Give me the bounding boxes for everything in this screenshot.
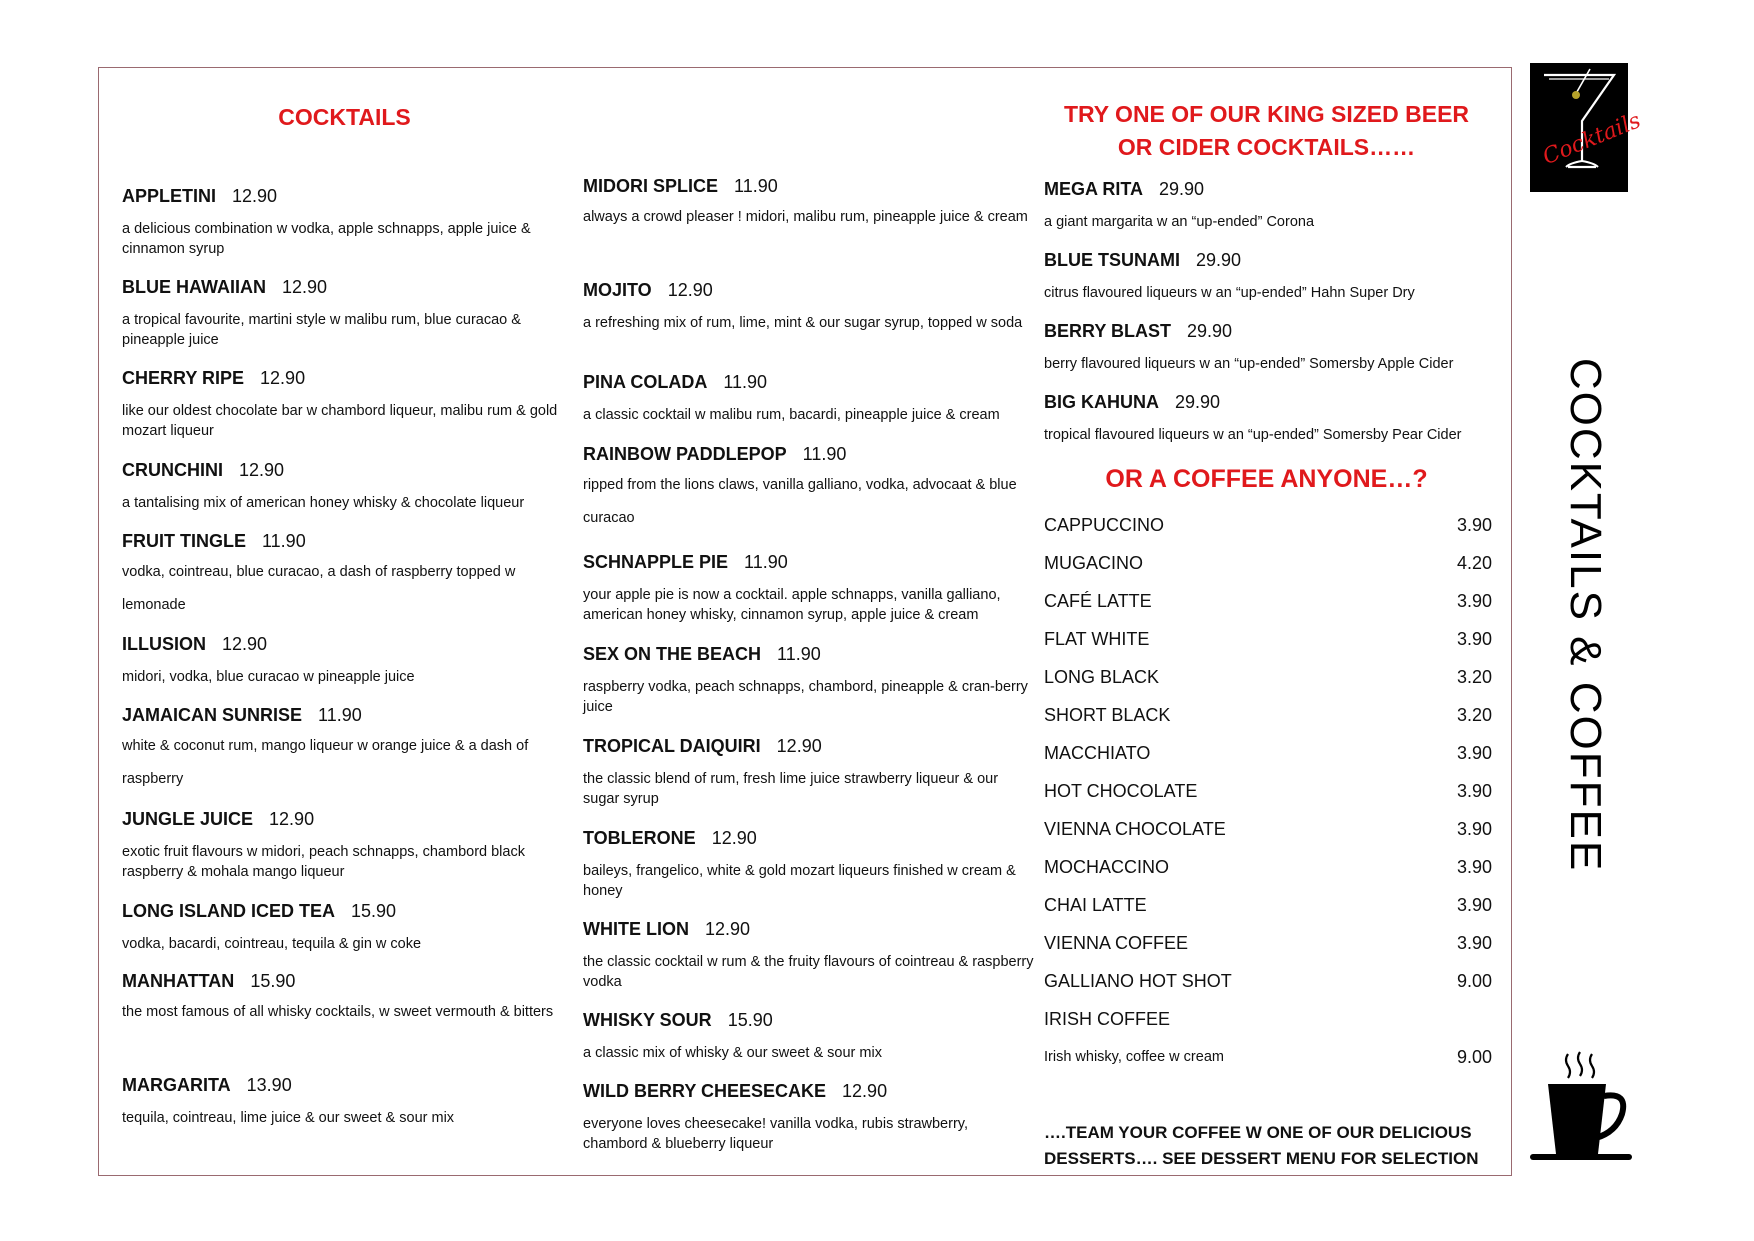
menu-item-price: 15.90 [727, 1010, 773, 1030]
coffee-name: MACCHIATO [1044, 743, 1151, 763]
menu-item [583, 279, 1035, 333]
menu-item-name: WILD BERRY CHEESECAKE [583, 1081, 827, 1101]
martini-glass-icon [1530, 63, 1645, 192]
menu-item-name: APPLETINI [122, 186, 217, 206]
coffee-row [1044, 780, 1492, 802]
dessert-note: ….TEAM YOUR COFFEE W ONE OF OUR DELICIOUS DESSERTS…. SEE DESSERT MENU FOR SELECTION [1044, 1123, 1479, 1168]
coffee-price: 3.90 [1456, 515, 1492, 535]
menu-item-description: midori, vodka, blue curacao w pineapple juice [122, 669, 415, 685]
coffee-price: 3.90 [1456, 591, 1492, 611]
coffee-price: 4.20 [1456, 553, 1492, 573]
coffee-price: 9.00 [1456, 971, 1492, 991]
menu-item-description: tropical flavoured liqueurs w an “up-ended” Somersby Pear Cider [1044, 427, 1462, 443]
menu-item-description: a tropical favourite, martini style w malibu rum, blue curacao & pineapple juice [122, 312, 521, 348]
coffee-row [1044, 818, 1492, 840]
menu-item-description: a delicious combination w vodka, apple schnapps, apple juice & cinnamon syrup [122, 221, 531, 257]
menu-item-header [583, 371, 1035, 393]
coffee-row [1044, 742, 1492, 764]
menu-item [122, 530, 567, 622]
coffee-name: FLAT WHITE [1044, 629, 1150, 649]
coffee-row [1044, 704, 1492, 726]
menu-item [583, 443, 1035, 535]
menu-item-description: a giant margarita w an “up-ended” Corona [1044, 214, 1315, 230]
menu-item-name: ILLUSION [122, 634, 206, 654]
coffee-name: IRISH COFFEE [1044, 1009, 1171, 1029]
coffee-name: CAPPUCCINO [1044, 515, 1165, 535]
menu-item-price: 11.90 [744, 552, 788, 572]
cocktails-logo [1530, 63, 1645, 192]
menu-item-name: LONG ISLAND ICED TEA [122, 901, 336, 921]
irish-coffee-desc: Irish whisky, coffee w cream [1044, 1049, 1224, 1065]
menu-item-description: the classic blend of rum, fresh lime juice strawberry liqueur & our sugar syrup [583, 771, 999, 807]
menu-item-name: BIG KAHUNA [1044, 392, 1159, 412]
menu-item-description: baileys, frangelico, white & gold mozart liqueurs finished w cream & honey [583, 863, 1016, 899]
menu-item-price: 11.90 [802, 444, 847, 464]
menu-item-description: your apple pie is now a cocktail. apple schnapps, vanilla galliano, american honey whisky, cinnamon syrup, apple juice & cream [583, 587, 1001, 623]
menu-item [122, 900, 567, 954]
menu-item-header [583, 175, 1035, 197]
menu-item-description: the most famous of all whisky cocktails, w sweet vermouth & bitters [122, 1004, 554, 1020]
coffee-heading: OR A COFFEE ANYONE…? [1105, 465, 1428, 493]
menu-item-description: white & coconut rum, mango liqueur w orange juice & a dash of raspberry [122, 738, 529, 787]
menu-item-price: 12.90 [282, 277, 328, 297]
menu-item-header [583, 918, 1035, 940]
coffee-price: 3.20 [1456, 667, 1492, 687]
coffee-name: CAFÉ LATTE [1044, 591, 1152, 611]
coffee-row [1044, 932, 1492, 954]
menu-item-description: vodka, cointreau, blue curacao, a dash of raspberry topped w lemonade [122, 564, 516, 613]
menu-item-name: JUNGLE JUICE [122, 809, 254, 829]
menu-item-header [1044, 178, 1499, 200]
menu-item-price: 12.90 [269, 809, 315, 829]
menu-item-price: 12.90 [776, 736, 822, 756]
menu-item-name: PINA COLADA [583, 372, 708, 392]
menu-item [122, 970, 567, 1029]
menu-item-name: TOBLERONE [583, 828, 696, 848]
menu-item [583, 1080, 1035, 1154]
menu-item-name: MIDORI SPLICE [583, 176, 719, 196]
menu-item-name: WHITE LION [583, 919, 689, 939]
menu-item-description: raspberry vodka, peach schnapps, chambord, pineapple & cran-berry juice [583, 679, 1028, 715]
menu-item-price: 29.90 [1159, 179, 1205, 199]
coffee-price: 3.90 [1456, 857, 1492, 877]
menu-item-description: a classic cocktail w malibu rum, bacardi, pineapple juice & cream [583, 407, 1000, 423]
menu-item-name: FRUIT TINGLE [122, 531, 246, 551]
coffee-cup-icon [1528, 1046, 1634, 1162]
menu-item-price: 11.90 [734, 176, 778, 196]
menu-item [583, 735, 1035, 809]
menu-item [583, 918, 1035, 992]
coffee-price: 3.90 [1456, 895, 1492, 915]
menu-item-description: always a crowd pleaser ! midori, malibu rum, pineapple juice & cream [583, 209, 1028, 225]
menu-item-name: CHERRY RIPE [122, 368, 245, 388]
coffee-price: 3.90 [1456, 743, 1492, 763]
menu-item-header [122, 367, 567, 389]
menu-item-header [583, 1009, 1035, 1031]
menu-item-name: CRUNCHINI [122, 460, 223, 480]
menu-item-description: ripped from the lions claws, vanilla galliano, vodka, advocaat & blue curacao [583, 477, 1017, 526]
menu-item-header [122, 633, 567, 655]
menu-item [583, 551, 1035, 625]
coffee-price: 3.90 [1456, 933, 1492, 953]
menu-item-price: 11.90 [262, 531, 306, 551]
menu-item [122, 185, 567, 259]
coffee-name: HOT CHOCOLATE [1044, 781, 1198, 801]
menu-item-name: JAMAICAN SUNRISE [122, 705, 303, 725]
coffee-row [1044, 628, 1492, 650]
coffee-name: CHAI LATTE [1044, 895, 1147, 915]
menu-item-header [122, 1074, 567, 1096]
coffee-name: MUGACINO [1044, 553, 1143, 573]
irish-coffee-price: 9.00 [1456, 1047, 1492, 1067]
side-title-text: COCKTAILS & COFFEE [1561, 357, 1610, 873]
side-title [1535, 357, 1635, 873]
menu-item [583, 175, 1035, 234]
menu-item-description: tequila, cointreau, lime juice & our sweet & sour mix [122, 1110, 455, 1126]
menu-item-description: everyone loves cheesecake! vanilla vodka, rubis strawberry, chambord & blueberry liqueur [583, 1116, 968, 1152]
coffee-name: VIENNA CHOCOLATE [1044, 819, 1226, 839]
menu-item-name: RAINBOW PADDLEPOP [583, 444, 787, 464]
menu-item-description: a classic mix of whisky & our sweet & sour mix [583, 1045, 882, 1061]
menu-item [583, 1009, 1035, 1063]
menu-item-description: citrus flavoured liqueurs w an “up-ended” Hahn Super Dry [1044, 285, 1415, 301]
logo-text: Cocktails [1539, 108, 1645, 171]
cocktails-heading: COCKTAILS [278, 104, 411, 130]
menu-item-header [583, 279, 1035, 301]
coffee-name: SHORT BLACK [1044, 705, 1171, 725]
menu-item-name: BLUE TSUNAMI [1044, 250, 1180, 270]
menu-item [1044, 391, 1499, 445]
menu-item-description: the classic cocktail w rum & the fruity flavours of cointreau & raspberry vodka [583, 954, 1034, 990]
coffee-price: 3.90 [1456, 781, 1492, 801]
coffee-row [1044, 590, 1492, 612]
coffee-row [1044, 514, 1492, 536]
coffee-row [1044, 856, 1492, 878]
menu-item-header [122, 900, 567, 922]
menu-item-header [583, 827, 1035, 849]
menu-item-price: 29.90 [1196, 250, 1242, 270]
coffee-row [1044, 894, 1492, 916]
menu-item-header [583, 643, 1035, 665]
menu-item-price: 15.90 [351, 901, 397, 921]
irish-coffee-desc-row [1044, 1046, 1492, 1068]
menu-item-description: a tantalising mix of american honey whisky & chocolate liqueur [122, 495, 525, 511]
menu-item-price: 11.90 [318, 705, 362, 725]
menu-item-price: 12.90 [239, 460, 285, 480]
menu-item-header [122, 276, 567, 298]
menu-item [122, 276, 567, 350]
menu-item-price: 12.90 [705, 919, 751, 939]
coffee-row [1044, 1008, 1492, 1030]
menu-item [122, 704, 567, 796]
menu-item [583, 643, 1035, 717]
beer-cocktails-heading: TRY ONE OF OUR KING SIZED BEER OR CIDER COCKTAILS…… [1063, 101, 1470, 160]
menu-item-price: 12.90 [667, 280, 713, 300]
menu-item-description: a refreshing mix of rum, lime, mint & our sugar syrup, topped w soda [583, 315, 1023, 331]
coffee-price: 3.20 [1456, 705, 1492, 725]
coffee-row [1044, 552, 1492, 574]
menu-item-header [122, 185, 567, 207]
menu-item-header [122, 704, 567, 726]
menu-item-price: 11.90 [723, 372, 768, 392]
coffee-name: LONG BLACK [1044, 667, 1160, 687]
menu-item-name: TROPICAL DAIQUIRI [583, 736, 761, 756]
menu-item-price: 12.90 [222, 634, 268, 654]
menu-item-header [583, 735, 1035, 757]
menu-item-name: MEGA RITA [1044, 179, 1143, 199]
menu-item-price: 11.90 [777, 644, 821, 664]
menu-item [122, 808, 567, 882]
menu-item [1044, 178, 1499, 232]
menu-item [583, 371, 1035, 425]
menu-item [1044, 320, 1499, 374]
menu-item-name: SEX ON THE BEACH [583, 644, 762, 664]
menu-frame [98, 67, 1512, 1176]
menu-item-name: SCHNAPPLE PIE [583, 552, 729, 572]
menu-item-name: BERRY BLAST [1044, 321, 1172, 341]
menu-item-price: 12.90 [260, 368, 306, 388]
menu-item-name: MANHATTAN [122, 971, 235, 991]
coffee-row [1044, 970, 1492, 992]
coffee-name: VIENNA COFFEE [1044, 933, 1189, 953]
menu-item-price: 13.90 [246, 1075, 292, 1095]
menu-item-name: MOJITO [583, 280, 652, 300]
menu-item-price: 12.90 [842, 1081, 888, 1101]
menu-item [122, 367, 567, 441]
menu-item-header [1044, 391, 1499, 413]
coffee-row [1044, 666, 1492, 688]
menu-item [122, 459, 567, 513]
menu-item-description: exotic fruit flavours w midori, peach schnapps, chambord black raspberry & mohala mango liqueur [122, 844, 525, 880]
menu-item-header [583, 1080, 1035, 1102]
coffee-price: 3.90 [1456, 629, 1492, 649]
coffee-name: MOCHACCINO [1044, 857, 1169, 877]
menu-item-name: MARGARITA [122, 1075, 231, 1095]
menu-item-header [1044, 249, 1499, 271]
menu-item-price: 15.90 [250, 971, 296, 991]
menu-item [122, 633, 567, 687]
menu-item-description: berry flavoured liqueurs w an “up-ended” Somersby Apple Cider [1044, 356, 1454, 372]
menu-item [583, 827, 1035, 901]
menu-item-header [122, 530, 567, 552]
menu-item-header [122, 970, 567, 992]
menu-item-header [122, 459, 567, 481]
menu-item-name: BLUE HAWAIIAN [122, 277, 266, 297]
menu-item-header [122, 808, 567, 830]
menu-item-price: 12.90 [711, 828, 757, 848]
menu-item-price: 12.90 [232, 186, 278, 206]
coffee-price: 3.90 [1456, 819, 1492, 839]
menu-item-header [1044, 320, 1499, 342]
menu-item-header [583, 443, 1035, 465]
menu-item-header [583, 551, 1035, 573]
menu-item-price: 29.90 [1187, 321, 1233, 341]
menu-item-price: 29.90 [1175, 392, 1221, 412]
menu-item [122, 1074, 567, 1128]
menu-item-name: WHISKY SOUR [583, 1010, 712, 1030]
menu-item [1044, 249, 1499, 303]
menu-item-description: like our oldest chocolate bar w chambord liqueur, malibu rum & gold mozart liqueur [122, 403, 558, 439]
menu-item-description: vodka, bacardi, cointreau, tequila & gin w coke [122, 936, 422, 952]
coffee-name: GALLIANO HOT SHOT [1044, 971, 1232, 991]
